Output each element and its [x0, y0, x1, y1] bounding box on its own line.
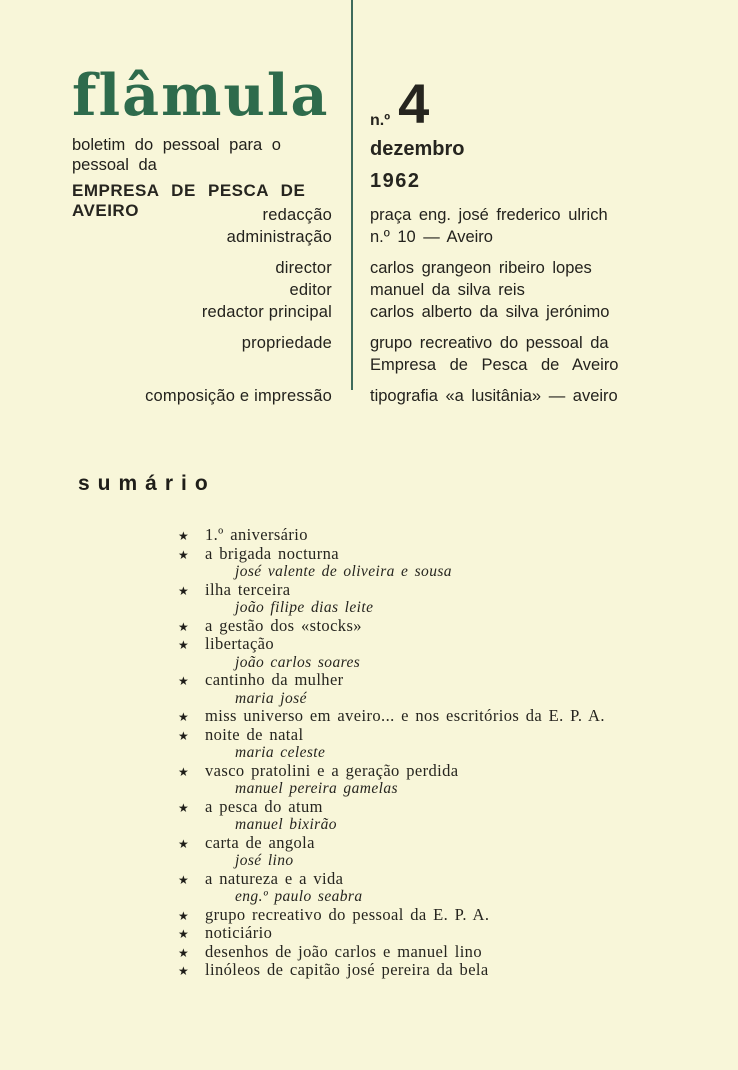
toc-item-title: cantinho da mulher	[205, 670, 344, 689]
credit-row-composicao-impressao	[0, 385, 738, 407]
credit-row-administracao	[0, 226, 738, 248]
credit-row-redaccao	[0, 204, 738, 226]
toc-item-author: joão filipe dias leite	[235, 599, 374, 616]
toc-item	[178, 545, 708, 581]
toc-item	[178, 762, 708, 798]
company-name: EMPRESA DE PESCA DE AVEIRO	[72, 181, 306, 220]
toc-item-author: maria josé	[235, 689, 307, 707]
toc-item	[178, 635, 708, 671]
star-icon: ★	[178, 872, 190, 887]
star-icon: ★	[178, 529, 190, 543]
toc-item-title: ilha terceira	[205, 579, 291, 599]
toc-item	[178, 526, 708, 545]
toc-item	[178, 798, 708, 834]
toc-item	[178, 961, 708, 980]
star-icon: ★	[178, 964, 190, 978]
star-icon: ★	[178, 547, 190, 562]
toc-item-title: libertação	[205, 634, 275, 653]
credit-row-propriedade-line2	[0, 354, 738, 376]
credit-label: editor	[289, 281, 332, 299]
credit-value: carlos alberto da silva jerónimo	[370, 303, 610, 321]
toc-item	[178, 906, 708, 925]
credit-label: composição e impressão	[145, 387, 332, 405]
credit-value: praça eng. josé frederico ulrich	[370, 206, 608, 224]
star-icon: ★	[178, 710, 190, 724]
credit-label: propriedade	[241, 334, 332, 352]
credit-row-redactor-principal	[0, 301, 738, 323]
star-icon: ★	[178, 674, 190, 688]
credit-value: tipografia «a lusitânia» — aveiro	[370, 387, 618, 405]
toc-item	[178, 870, 708, 906]
toc-item-title: carta de angola	[205, 832, 315, 852]
toc-item	[178, 943, 708, 962]
toc-item-title: linóleos de capitão josé pereira da bela	[205, 960, 489, 979]
star-icon: ★	[178, 728, 190, 743]
credit-row-director	[0, 257, 738, 279]
issue-block	[370, 72, 465, 193]
star-icon: ★	[178, 836, 190, 851]
star-icon: ★	[178, 908, 190, 923]
brand-block	[72, 62, 342, 221]
star-icon: ★	[178, 583, 190, 598]
credit-label: redactor principal	[201, 303, 332, 321]
toc-item-title: noticiário	[205, 923, 273, 942]
toc-item-author: joão carlos soares	[235, 653, 361, 671]
toc-item-author: josé lino	[235, 852, 294, 869]
toc-item-author: manuel bixirão	[235, 816, 337, 833]
toc-item-title: noite de natal	[205, 724, 304, 744]
toc-item-title: a pesca do atum	[205, 796, 323, 816]
credit-value: manuel da silva reis	[370, 281, 525, 299]
toc-item-title: desenhos de joão carlos e manuel lino	[205, 941, 482, 961]
star-icon: ★	[178, 619, 190, 634]
toc-item-title: miss universo em aveiro... e nos escritórios da E. P. A.	[205, 706, 605, 725]
toc-item	[178, 924, 708, 943]
credit-label: redacção	[262, 206, 332, 224]
star-icon: ★	[178, 800, 190, 815]
issue-number: 4	[398, 72, 428, 135]
credit-label: director	[275, 259, 332, 277]
credit-label: administração	[226, 228, 332, 246]
issue-number-label: n.º	[370, 112, 391, 129]
credit-row-editor	[0, 279, 738, 301]
toc-item-author: manuel pereira gamelas	[235, 780, 398, 797]
masthead-credits	[0, 204, 738, 407]
toc-item-title: a natureza e a vida	[205, 868, 344, 888]
issue-month: dezembro	[370, 138, 465, 160]
toc-item-author: maria celeste	[235, 744, 326, 761]
toc-item-author: josé valente de oliveira e sousa	[235, 563, 452, 580]
toc-item	[178, 707, 708, 726]
toc-item	[178, 617, 708, 636]
toc-item-title: vasco pratolini e a geração perdida	[205, 760, 459, 780]
star-icon: ★	[178, 927, 190, 941]
toc-item-title: a brigada nocturna	[205, 543, 339, 563]
toc-item-title: 1.º aniversário	[205, 525, 308, 544]
star-icon: ★	[178, 638, 190, 652]
credit-value: n.º 10 — Aveiro	[370, 228, 493, 246]
credit-value: grupo recreativo do pessoal da	[370, 334, 609, 352]
issue-number-row	[370, 72, 464, 135]
credit-label	[0, 354, 332, 376]
issue-year: 1962	[370, 170, 421, 192]
bulletin-subtitle: boletim do pessoal para o pessoal da	[72, 136, 281, 174]
toc-item	[178, 671, 708, 707]
toc-item-title: grupo recreativo do pessoal da E. P. A.	[205, 904, 490, 924]
credit-value: Empresa de Pesca de Aveiro	[370, 356, 619, 374]
toc-item	[178, 726, 708, 762]
bulletin-logo: flâmula	[72, 62, 330, 129]
toc-item	[178, 581, 708, 617]
toc-item	[178, 834, 708, 870]
summary-heading: sumário	[78, 472, 216, 495]
toc-item-author: eng.º paulo seabra	[235, 888, 363, 905]
star-icon: ★	[178, 764, 190, 779]
credit-value: carlos grangeon ribeiro lopes	[370, 259, 592, 277]
table-of-contents	[178, 526, 708, 980]
star-icon: ★	[178, 945, 190, 960]
credit-row-propriedade	[0, 332, 738, 354]
toc-item-title: a gestão dos «stocks»	[205, 615, 362, 635]
